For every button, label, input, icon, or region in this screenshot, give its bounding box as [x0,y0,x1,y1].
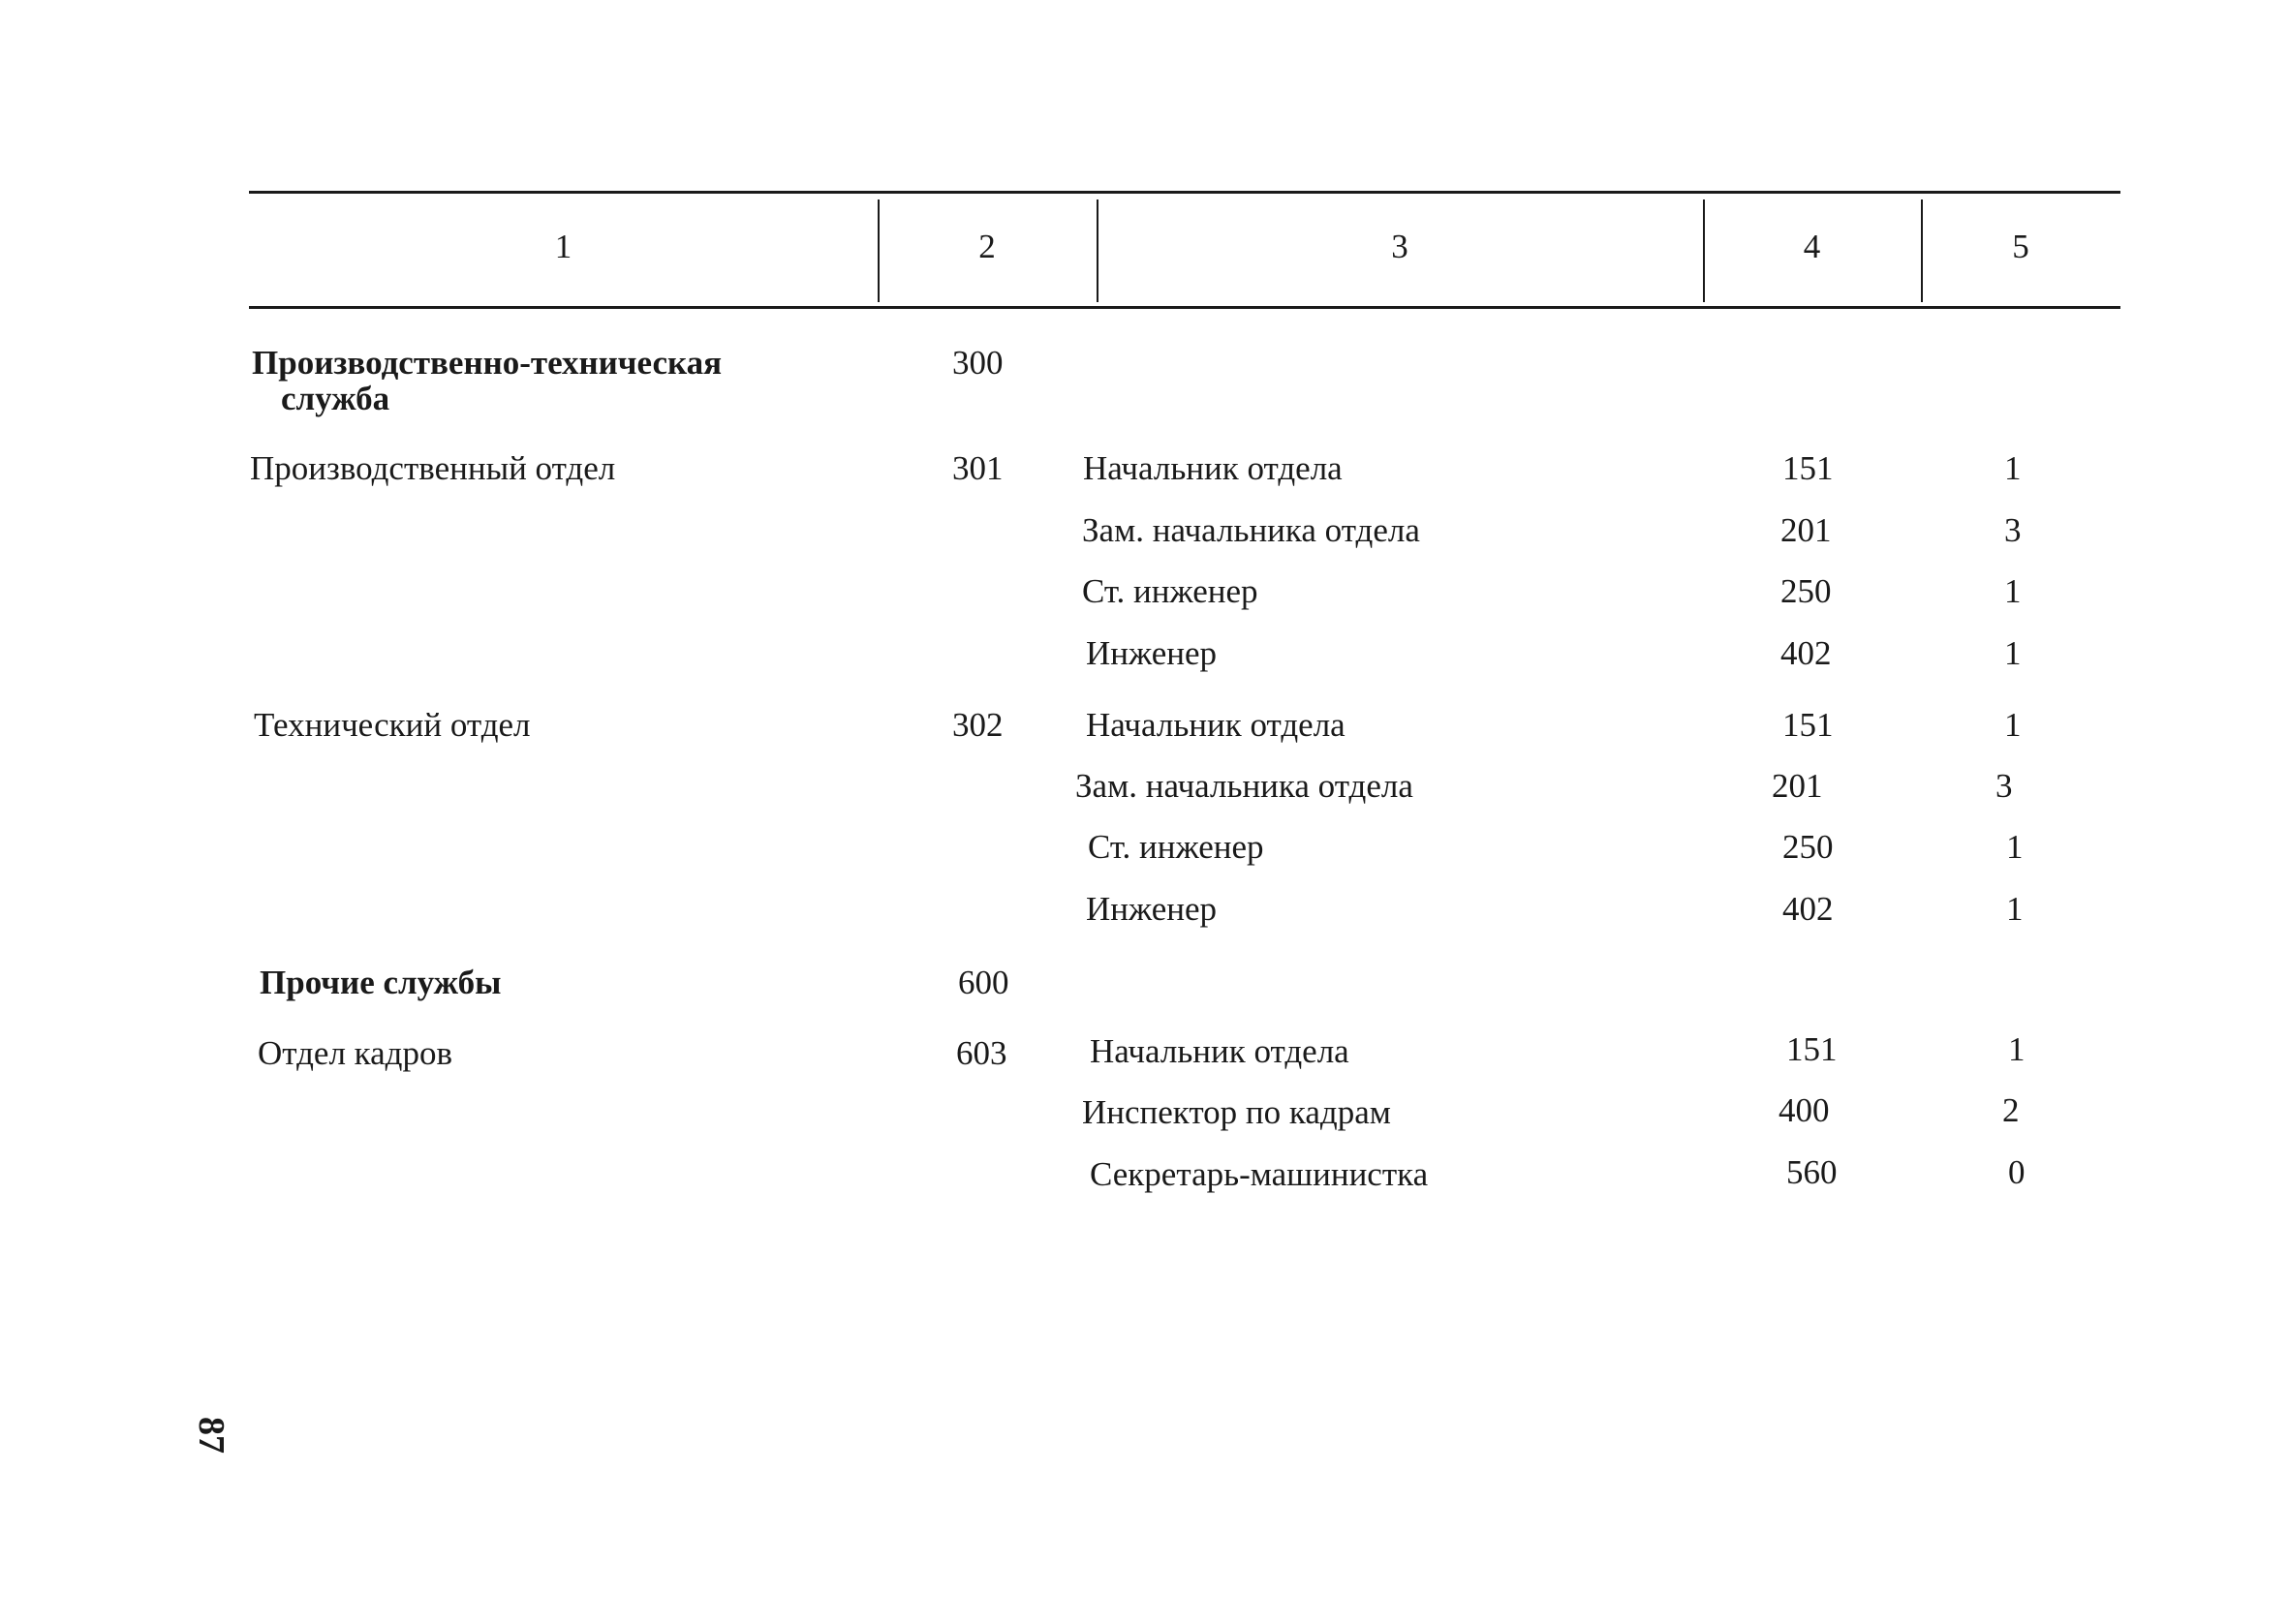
position-count: 2 [2002,1091,2020,1129]
position-code: 151 [1782,706,1834,744]
page-number: 87 [191,1417,232,1454]
section-title-continued: служба [281,380,390,417]
position-name: Начальник отдела [1086,706,1346,744]
position-name: Начальник отдела [1090,1032,1349,1070]
section-code: 600 [958,964,1009,1001]
position-name: Начальник отдела [1083,449,1343,487]
position-name: Инженер [1086,890,1218,928]
position-code: 250 [1782,828,1834,866]
position-code: 402 [1780,634,1832,672]
position-code: 400 [1779,1091,1830,1129]
position-name: Зам. начальника отдела [1082,511,1420,549]
unit-code: 302 [952,706,1004,744]
position-code: 250 [1780,572,1832,610]
position-count: 3 [1995,767,2013,805]
position-code: 201 [1780,511,1832,549]
section-title: Производственно-техническая [252,344,723,382]
position-code: 560 [1786,1153,1838,1191]
position-name: Инженер [1086,634,1218,672]
position-name: Ст. инженер [1082,572,1258,610]
unit-name: Отдел кадров [258,1034,453,1072]
unit-code: 603 [956,1034,1007,1072]
column-header: 2 [978,228,996,265]
position-name: Ст. инженер [1088,828,1264,866]
table-top-rule [249,191,2120,194]
position-code: 201 [1772,767,1823,805]
position-count: 1 [2004,572,2022,610]
position-count: 1 [2004,634,2022,672]
position-name: Секретарь-машинистка [1090,1155,1429,1193]
position-name: Зам. начальника отдела [1075,767,1413,805]
table-header-bottom-rule [249,306,2120,309]
position-code: 402 [1782,890,1834,928]
position-code: 151 [1782,449,1834,487]
column-header: 4 [1803,228,1821,265]
position-count: 3 [2004,511,2022,549]
section-title: Прочие службы [260,964,502,1001]
position-count: 1 [2006,890,2024,928]
column-header: 1 [554,228,572,265]
column-header: 3 [1391,228,1408,265]
position-count: 1 [2008,1030,2026,1068]
unit-name: Технический отдел [254,706,531,744]
unit-name: Производственный отдел [250,449,616,487]
position-count: 1 [2006,828,2024,866]
section-code: 300 [952,344,1004,382]
position-code: 151 [1786,1030,1838,1068]
unit-code: 301 [952,449,1004,487]
position-count: 1 [2004,706,2022,744]
position-count: 1 [2004,449,2022,487]
column-header: 5 [2012,228,2029,265]
position-name: Инспектор по кадрам [1082,1093,1391,1131]
position-count: 0 [2008,1153,2026,1191]
